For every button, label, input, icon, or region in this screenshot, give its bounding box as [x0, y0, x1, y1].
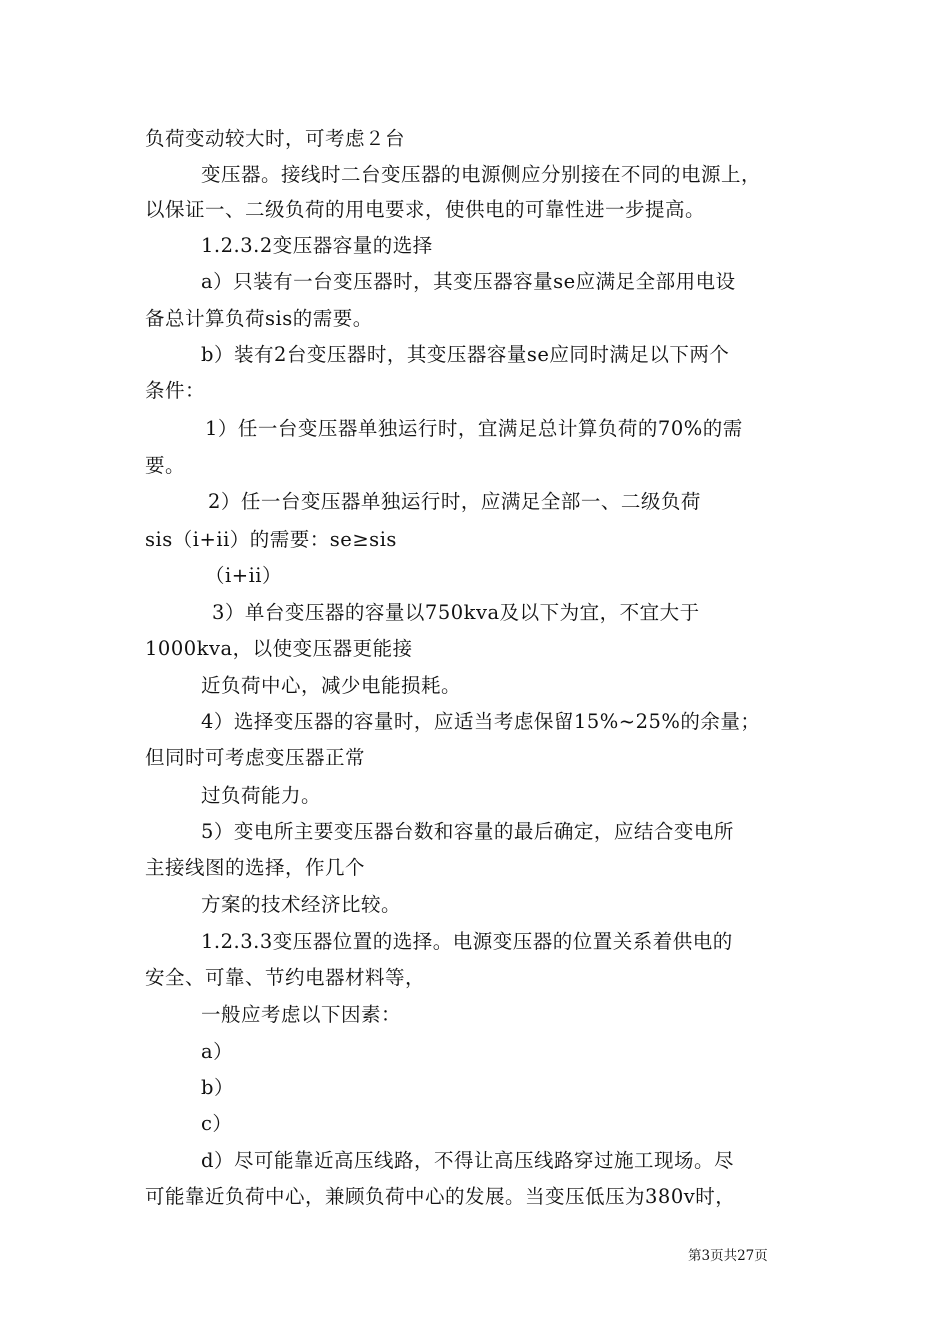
text-line: 5）变电所主要变压器台数和容量的最后确定，应结合变电所: [201, 820, 734, 843]
text-line: 主接线图的选择，作几个: [145, 856, 366, 879]
text-line: 1000kva，以使变压器更能接: [145, 637, 413, 660]
section-heading: 1.2.3.2变压器容量的选择: [201, 234, 433, 257]
text-line: 变压器。接线时二台变压器的电源侧应分别接在不同的电源上，: [201, 163, 762, 186]
text-line: 一般应考虑以下因素：: [201, 1003, 402, 1026]
text-line: sis（i+ii）的需要：se≥sis: [145, 528, 397, 551]
text-line: d）尽可能靠近高压线路，不得让高压线路穿过施工现场。尽: [201, 1149, 734, 1172]
text-line: 要。: [145, 454, 186, 477]
text-line: 备总计算负荷sis的需要。: [145, 307, 373, 330]
section-heading: 1.2.3.3变压器位置的选择。电源变压器的位置关系着供电的: [201, 930, 733, 953]
text-line: 1）任一台变压器单独运行时，宜满足总计算负荷的70%的需: [205, 417, 743, 440]
list-item: a）: [201, 1040, 234, 1063]
list-item: b）: [201, 1076, 234, 1099]
text-line: 安全、可靠、节约电器材料等，: [145, 966, 426, 989]
text-line: 负荷变动较大时，可考虑２台: [145, 127, 406, 150]
text-line: 近负荷中心，减少电能损耗。: [201, 674, 462, 697]
text-line: a）只装有一台变压器时，其变压器容量se应满足全部用电设: [201, 270, 736, 293]
text-line: 过负荷能力。: [201, 784, 322, 807]
list-item: c）: [201, 1112, 233, 1135]
text-line: 3）单台变压器的容量以750kva及以下为宜，不宜大于: [212, 601, 700, 624]
text-line: 方案的技术经济比较。: [201, 893, 402, 916]
text-line: 4）选择变压器的容量时，应适当考虑保留15%~25%的余量；: [201, 710, 761, 733]
text-line: b）装有2台变压器时，其变压器容量se应同时满足以下两个: [201, 343, 730, 366]
text-line: （i+ii）: [205, 564, 283, 587]
page-number-footer: 第3页共27页: [688, 1248, 768, 1264]
text-line: 以保证一、二级负荷的用电要求，使供电的可靠性进一步提高。: [145, 198, 706, 221]
text-line: 但同时可考虑变压器正常: [145, 746, 366, 769]
text-line: 条件：: [145, 379, 206, 402]
text-line: 2）任一台变压器单独运行时，应满足全部一、二级负荷: [208, 490, 701, 513]
text-line: 可能靠近负荷中心，兼顾负荷中心的发展。当变压低压为380v时，: [145, 1185, 736, 1208]
